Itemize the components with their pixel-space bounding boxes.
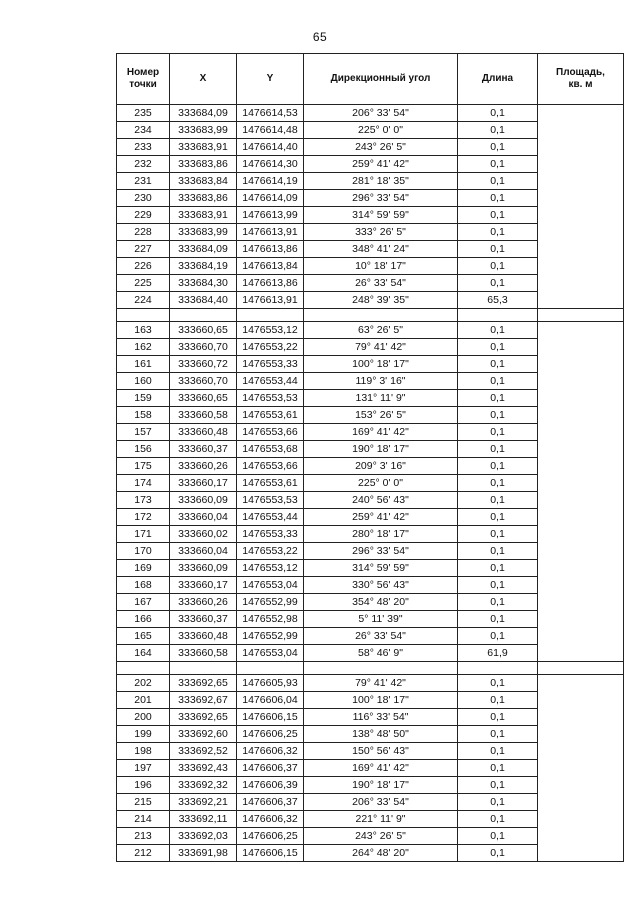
x-cell: 333660,70 xyxy=(170,339,237,356)
direction-angle-cell: 58° 46' 9" xyxy=(304,645,458,662)
separator-cell xyxy=(237,309,304,322)
length-cell: 0,1 xyxy=(458,139,538,156)
direction-angle-cell: 138° 48' 50" xyxy=(304,726,458,743)
x-cell: 333660,58 xyxy=(170,645,237,662)
point-number-cell: 174 xyxy=(117,475,170,492)
x-cell: 333684,19 xyxy=(170,258,237,275)
x-cell: 333660,48 xyxy=(170,424,237,441)
y-cell: 1476606,15 xyxy=(237,709,304,726)
length-cell: 0,1 xyxy=(458,543,538,560)
table-row xyxy=(117,105,624,122)
direction-angle-cell: 354° 48' 20" xyxy=(304,594,458,611)
direction-angle-cell: 296° 33' 54" xyxy=(304,543,458,560)
x-cell: 333692,65 xyxy=(170,709,237,726)
x-cell: 333692,03 xyxy=(170,828,237,845)
separator-cell xyxy=(304,309,458,322)
point-number-cell: 227 xyxy=(117,241,170,258)
length-cell: 0,1 xyxy=(458,373,538,390)
length-cell: 0,1 xyxy=(458,275,538,292)
separator-cell xyxy=(117,309,170,322)
point-number-cell: 173 xyxy=(117,492,170,509)
header-point-number-line2: точки xyxy=(129,79,157,90)
point-number-cell: 224 xyxy=(117,292,170,309)
length-cell: 0,1 xyxy=(458,105,538,122)
length-cell: 0,1 xyxy=(458,760,538,777)
x-cell: 333660,26 xyxy=(170,594,237,611)
x-cell: 333692,52 xyxy=(170,743,237,760)
length-cell: 0,1 xyxy=(458,224,538,241)
direction-angle-cell: 281° 18' 35" xyxy=(304,173,458,190)
x-cell: 333683,86 xyxy=(170,190,237,207)
length-cell: 0,1 xyxy=(458,492,538,509)
x-cell: 333660,04 xyxy=(170,543,237,560)
y-cell: 1476553,61 xyxy=(237,475,304,492)
direction-angle-cell: 296° 33' 54" xyxy=(304,190,458,207)
point-number-cell: 215 xyxy=(117,794,170,811)
header-point-number-line1: Номер xyxy=(126,67,160,78)
point-number-cell: 232 xyxy=(117,156,170,173)
length-cell: 0,1 xyxy=(458,675,538,692)
y-cell: 1476613,86 xyxy=(237,275,304,292)
direction-angle-cell: 264° 48' 20" xyxy=(304,845,458,862)
y-cell: 1476553,53 xyxy=(237,390,304,407)
length-cell: 0,1 xyxy=(458,441,538,458)
direction-angle-cell: 63° 26' 5" xyxy=(304,322,458,339)
length-cell: 0,1 xyxy=(458,258,538,275)
group-separator-row xyxy=(117,309,624,322)
point-number-cell: 157 xyxy=(117,424,170,441)
header-x: X xyxy=(170,54,237,105)
x-cell: 333660,65 xyxy=(170,390,237,407)
header-area-line2: кв. м xyxy=(568,79,593,90)
point-number-cell: 231 xyxy=(117,173,170,190)
point-number-cell: 197 xyxy=(117,760,170,777)
direction-angle-cell: 100° 18' 17" xyxy=(304,356,458,373)
separator-cell xyxy=(458,309,538,322)
header-area-line1: Площадь, xyxy=(556,67,605,78)
y-cell: 1476553,68 xyxy=(237,441,304,458)
point-number-cell: 228 xyxy=(117,224,170,241)
point-number-cell: 233 xyxy=(117,139,170,156)
length-cell: 0,1 xyxy=(458,526,538,543)
x-cell: 333692,67 xyxy=(170,692,237,709)
direction-angle-cell: 280° 18' 17" xyxy=(304,526,458,543)
point-number-cell: 213 xyxy=(117,828,170,845)
x-cell: 333692,32 xyxy=(170,777,237,794)
y-cell: 1476553,66 xyxy=(237,424,304,441)
direction-angle-cell: 131° 11' 9" xyxy=(304,390,458,407)
y-cell: 1476606,32 xyxy=(237,743,304,760)
y-cell: 1476614,30 xyxy=(237,156,304,173)
point-number-cell: 214 xyxy=(117,811,170,828)
length-cell: 0,1 xyxy=(458,828,538,845)
direction-angle-cell: 26° 33' 54" xyxy=(304,275,458,292)
table-row xyxy=(117,322,624,339)
length-cell: 0,1 xyxy=(458,173,538,190)
point-number-cell: 200 xyxy=(117,709,170,726)
point-number-cell: 175 xyxy=(117,458,170,475)
point-number-cell: 202 xyxy=(117,675,170,692)
x-cell: 333692,65 xyxy=(170,675,237,692)
y-cell: 1476614,19 xyxy=(237,173,304,190)
y-cell: 1476553,33 xyxy=(237,526,304,543)
direction-angle-cell: 225° 0' 0" xyxy=(304,122,458,139)
length-cell: 0,1 xyxy=(458,322,538,339)
direction-angle-cell: 169° 41' 42" xyxy=(304,760,458,777)
header-point-number xyxy=(117,54,170,105)
length-cell: 0,1 xyxy=(458,207,538,224)
point-number-cell: 166 xyxy=(117,611,170,628)
point-number-cell: 225 xyxy=(117,275,170,292)
x-cell: 333660,09 xyxy=(170,560,237,577)
length-cell: 0,1 xyxy=(458,356,538,373)
x-cell: 333660,02 xyxy=(170,526,237,543)
y-cell: 1476606,37 xyxy=(237,794,304,811)
length-cell: 0,1 xyxy=(458,458,538,475)
header-length: Длина xyxy=(458,54,538,105)
y-cell: 1476553,22 xyxy=(237,339,304,356)
direction-angle-cell: 119° 3' 16" xyxy=(304,373,458,390)
length-cell: 0,1 xyxy=(458,611,538,628)
x-cell: 333660,72 xyxy=(170,356,237,373)
length-cell: 65,3 xyxy=(458,292,538,309)
direction-angle-cell: 79° 41' 42" xyxy=(304,675,458,692)
length-cell: 0,1 xyxy=(458,594,538,611)
direction-angle-cell: 116° 33' 54" xyxy=(304,709,458,726)
y-cell: 1476613,91 xyxy=(237,292,304,309)
y-cell: 1476614,40 xyxy=(237,139,304,156)
header-direction-angle: Дирекционный угол xyxy=(304,54,458,105)
y-cell: 1476614,48 xyxy=(237,122,304,139)
y-cell: 1476606,32 xyxy=(237,811,304,828)
y-cell: 1476613,99 xyxy=(237,207,304,224)
point-number-cell: 234 xyxy=(117,122,170,139)
point-number-cell: 199 xyxy=(117,726,170,743)
point-number-cell: 169 xyxy=(117,560,170,577)
point-number-cell: 212 xyxy=(117,845,170,862)
x-cell: 333683,99 xyxy=(170,122,237,139)
length-cell: 0,1 xyxy=(458,475,538,492)
length-cell: 0,1 xyxy=(458,577,538,594)
y-cell: 1476605,93 xyxy=(237,675,304,692)
direction-angle-cell: 330° 56' 43" xyxy=(304,577,458,594)
y-cell: 1476606,37 xyxy=(237,760,304,777)
point-number-cell: 235 xyxy=(117,105,170,122)
y-cell: 1476606,39 xyxy=(237,777,304,794)
point-number-cell: 196 xyxy=(117,777,170,794)
y-cell: 1476553,04 xyxy=(237,645,304,662)
area-cell xyxy=(538,322,624,662)
length-cell: 0,1 xyxy=(458,560,538,577)
separator-cell xyxy=(304,662,458,675)
point-number-cell: 161 xyxy=(117,356,170,373)
point-number-cell: 156 xyxy=(117,441,170,458)
length-cell: 0,1 xyxy=(458,509,538,526)
y-cell: 1476553,44 xyxy=(237,373,304,390)
x-cell: 333683,99 xyxy=(170,224,237,241)
y-cell: 1476606,04 xyxy=(237,692,304,709)
x-cell: 333692,11 xyxy=(170,811,237,828)
point-number-cell: 163 xyxy=(117,322,170,339)
y-cell: 1476613,86 xyxy=(237,241,304,258)
y-cell: 1476553,61 xyxy=(237,407,304,424)
length-cell: 0,1 xyxy=(458,743,538,760)
direction-angle-cell: 209° 3' 16" xyxy=(304,458,458,475)
x-cell: 333660,48 xyxy=(170,628,237,645)
header-area xyxy=(538,54,624,105)
length-cell: 0,1 xyxy=(458,811,538,828)
length-cell: 0,1 xyxy=(458,241,538,258)
separator-cell xyxy=(117,662,170,675)
length-cell: 0,1 xyxy=(458,407,538,424)
y-cell: 1476553,22 xyxy=(237,543,304,560)
x-cell: 333692,60 xyxy=(170,726,237,743)
direction-angle-cell: 243° 26' 5" xyxy=(304,828,458,845)
x-cell: 333683,91 xyxy=(170,139,237,156)
length-cell: 0,1 xyxy=(458,390,538,407)
y-cell: 1476606,25 xyxy=(237,726,304,743)
y-cell: 1476552,98 xyxy=(237,611,304,628)
x-cell: 333692,21 xyxy=(170,794,237,811)
direction-angle-cell: 259° 41' 42" xyxy=(304,156,458,173)
length-cell: 0,1 xyxy=(458,156,538,173)
direction-angle-cell: 26° 33' 54" xyxy=(304,628,458,645)
point-number-cell: 158 xyxy=(117,407,170,424)
point-number-cell: 162 xyxy=(117,339,170,356)
separator-cell xyxy=(237,662,304,675)
direction-angle-cell: 243° 26' 5" xyxy=(304,139,458,156)
y-cell: 1476614,53 xyxy=(237,105,304,122)
point-number-cell: 230 xyxy=(117,190,170,207)
y-cell: 1476552,99 xyxy=(237,594,304,611)
length-cell: 0,1 xyxy=(458,845,538,862)
length-cell: 0,1 xyxy=(458,709,538,726)
x-cell: 333691,98 xyxy=(170,845,237,862)
length-cell: 0,1 xyxy=(458,794,538,811)
length-cell: 0,1 xyxy=(458,692,538,709)
x-cell: 333660,65 xyxy=(170,322,237,339)
y-cell: 1476553,04 xyxy=(237,577,304,594)
x-cell: 333660,70 xyxy=(170,373,237,390)
x-cell: 333660,26 xyxy=(170,458,237,475)
direction-angle-cell: 333° 26' 5" xyxy=(304,224,458,241)
y-cell: 1476614,09 xyxy=(237,190,304,207)
direction-angle-cell: 150° 56' 43" xyxy=(304,743,458,760)
coordinates-table xyxy=(116,53,624,862)
y-cell: 1476606,25 xyxy=(237,828,304,845)
y-cell: 1476613,84 xyxy=(237,258,304,275)
x-cell: 333683,86 xyxy=(170,156,237,173)
point-number-cell: 170 xyxy=(117,543,170,560)
x-cell: 333684,30 xyxy=(170,275,237,292)
header-y: Y xyxy=(237,54,304,105)
length-cell: 0,1 xyxy=(458,190,538,207)
direction-angle-cell: 169° 41' 42" xyxy=(304,424,458,441)
table-row xyxy=(117,675,624,692)
direction-angle-cell: 221° 11' 9" xyxy=(304,811,458,828)
y-cell: 1476553,12 xyxy=(237,322,304,339)
x-cell: 333684,40 xyxy=(170,292,237,309)
x-cell: 333660,58 xyxy=(170,407,237,424)
length-cell: 0,1 xyxy=(458,726,538,743)
y-cell: 1476553,33 xyxy=(237,356,304,373)
length-cell: 0,1 xyxy=(458,339,538,356)
area-cell xyxy=(538,675,624,862)
point-number-cell: 198 xyxy=(117,743,170,760)
area-cell xyxy=(538,105,624,309)
x-cell: 333660,17 xyxy=(170,577,237,594)
x-cell: 333660,37 xyxy=(170,611,237,628)
y-cell: 1476553,53 xyxy=(237,492,304,509)
y-cell: 1476553,12 xyxy=(237,560,304,577)
point-number-cell: 226 xyxy=(117,258,170,275)
page-number: 65 xyxy=(312,30,328,44)
point-number-cell: 160 xyxy=(117,373,170,390)
table-header xyxy=(117,54,624,105)
direction-angle-cell: 206° 33' 54" xyxy=(304,794,458,811)
direction-angle-cell: 79° 41' 42" xyxy=(304,339,458,356)
x-cell: 333692,43 xyxy=(170,760,237,777)
y-cell: 1476553,44 xyxy=(237,509,304,526)
separator-cell xyxy=(538,662,624,675)
direction-angle-cell: 348° 41' 24" xyxy=(304,241,458,258)
separator-cell xyxy=(170,309,237,322)
table-body xyxy=(117,105,624,862)
point-number-cell: 159 xyxy=(117,390,170,407)
x-cell: 333684,09 xyxy=(170,105,237,122)
length-cell: 0,1 xyxy=(458,777,538,794)
direction-angle-cell: 225° 0' 0" xyxy=(304,475,458,492)
group-separator-row xyxy=(117,662,624,675)
length-cell: 0,1 xyxy=(458,122,538,139)
y-cell: 1476606,15 xyxy=(237,845,304,862)
point-number-cell: 171 xyxy=(117,526,170,543)
point-number-cell: 165 xyxy=(117,628,170,645)
separator-cell xyxy=(170,662,237,675)
direction-angle-cell: 240° 56' 43" xyxy=(304,492,458,509)
x-cell: 333660,37 xyxy=(170,441,237,458)
direction-angle-cell: 190° 18' 17" xyxy=(304,777,458,794)
direction-angle-cell: 100° 18' 17" xyxy=(304,692,458,709)
point-number-cell: 164 xyxy=(117,645,170,662)
x-cell: 333684,09 xyxy=(170,241,237,258)
direction-angle-cell: 190° 18' 17" xyxy=(304,441,458,458)
x-cell: 333660,04 xyxy=(170,509,237,526)
y-cell: 1476553,66 xyxy=(237,458,304,475)
direction-angle-cell: 314° 59' 59" xyxy=(304,560,458,577)
point-number-cell: 201 xyxy=(117,692,170,709)
point-number-cell: 167 xyxy=(117,594,170,611)
direction-angle-cell: 248° 39' 35" xyxy=(304,292,458,309)
x-cell: 333683,91 xyxy=(170,207,237,224)
x-cell: 333683,84 xyxy=(170,173,237,190)
length-cell: 0,1 xyxy=(458,628,538,645)
point-number-cell: 229 xyxy=(117,207,170,224)
direction-angle-cell: 10° 18' 17" xyxy=(304,258,458,275)
direction-angle-cell: 153° 26' 5" xyxy=(304,407,458,424)
y-cell: 1476613,91 xyxy=(237,224,304,241)
separator-cell xyxy=(458,662,538,675)
length-cell: 0,1 xyxy=(458,424,538,441)
direction-angle-cell: 206° 33' 54" xyxy=(304,105,458,122)
point-number-cell: 172 xyxy=(117,509,170,526)
direction-angle-cell: 259° 41' 42" xyxy=(304,509,458,526)
y-cell: 1476552,99 xyxy=(237,628,304,645)
direction-angle-cell: 314° 59' 59" xyxy=(304,207,458,224)
x-cell: 333660,17 xyxy=(170,475,237,492)
point-number-cell: 168 xyxy=(117,577,170,594)
separator-cell xyxy=(538,309,624,322)
length-cell: 61,9 xyxy=(458,645,538,662)
x-cell: 333660,09 xyxy=(170,492,237,509)
direction-angle-cell: 5° 11' 39" xyxy=(304,611,458,628)
